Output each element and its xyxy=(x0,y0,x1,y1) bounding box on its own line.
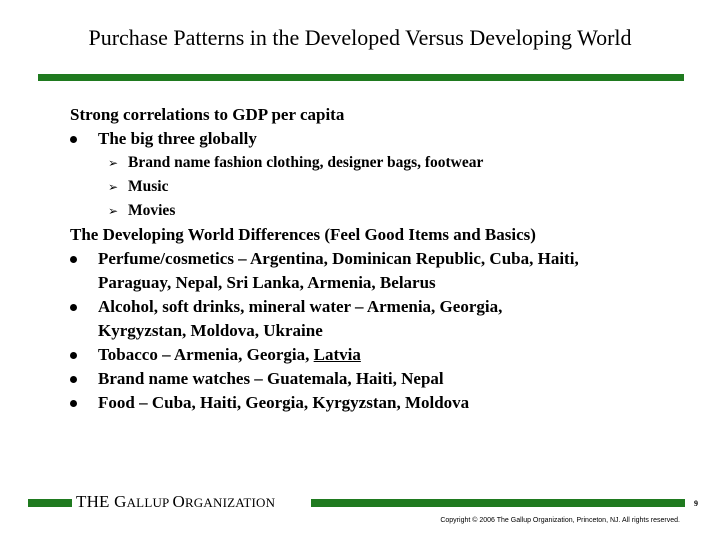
sub-bullet-item xyxy=(70,175,690,199)
bullet-text: Alcohol, soft drinks, mineral water – Armenia, Georgia, xyxy=(98,297,503,316)
footer-bar-right xyxy=(311,499,685,507)
bullet-text: Brand name watches – Guatemala, Haiti, Nepal xyxy=(98,369,444,388)
bullet-item xyxy=(70,343,690,367)
slide-title: Purchase Patterns in the Developed Versus Developing World xyxy=(88,25,632,50)
slide-content xyxy=(70,103,690,415)
page-number: 9 xyxy=(694,499,698,508)
arrow-bullet-icon: ➢ xyxy=(108,156,119,170)
bullet-icon xyxy=(70,400,77,407)
arrow-bullet-icon: ➢ xyxy=(108,180,119,194)
title-divider xyxy=(38,74,684,81)
arrow-bullet-icon: ➢ xyxy=(108,204,119,218)
bullet-icon xyxy=(70,304,77,311)
bullet-text: Food – Cuba, Haiti, Georgia, Kyrgyzstan, Moldova xyxy=(98,393,470,412)
bullet-text-continued: Paraguay, Nepal, Sri Lanka, Armenia, Belarus xyxy=(98,273,436,292)
copyright-notice: Copyright © 2006 The Gallup Organization, Princeton, NJ. All rights reserved. xyxy=(440,517,680,524)
bullet-text: Perfume/cosmetics – Argentina, Dominican Republic, Cuba, Haiti, xyxy=(98,249,579,268)
sub-bullet-item xyxy=(70,151,690,175)
section-heading-gdp: Strong correlations to GDP per capita xyxy=(70,105,345,124)
sub-bullet-text: Brand name fashion clothing, designer bags, footwear xyxy=(128,154,484,171)
sub-bullet-item xyxy=(70,199,690,223)
bullet-text: Tobacco – Armenia, Georgia, xyxy=(98,345,314,364)
sub-bullet-text: Music xyxy=(128,178,169,195)
bullet-text: The big three globally xyxy=(98,129,257,148)
bullet-icon xyxy=(70,136,77,143)
bullet-item xyxy=(70,391,690,415)
bullet-icon xyxy=(70,352,77,359)
section-heading-developing-world: The Developing World Differences (Feel Good Items and Basics) xyxy=(70,225,536,244)
sub-bullet-text: Movies xyxy=(128,202,176,219)
bullet-text-continued: Kyrgyzstan, Moldova, Ukraine xyxy=(98,321,323,340)
bullet-icon xyxy=(70,256,77,263)
footer-bar-left xyxy=(28,499,72,507)
bullet-item xyxy=(70,247,690,295)
bullet-icon xyxy=(70,376,77,383)
bullet-item xyxy=(70,295,690,343)
organization-logo-text: THE GALLUP ORGANIZATION xyxy=(76,492,276,511)
underlined-link-text[interactable]: Latvia xyxy=(313,345,361,364)
bullet-item xyxy=(70,367,690,391)
bullet-item xyxy=(70,127,690,151)
